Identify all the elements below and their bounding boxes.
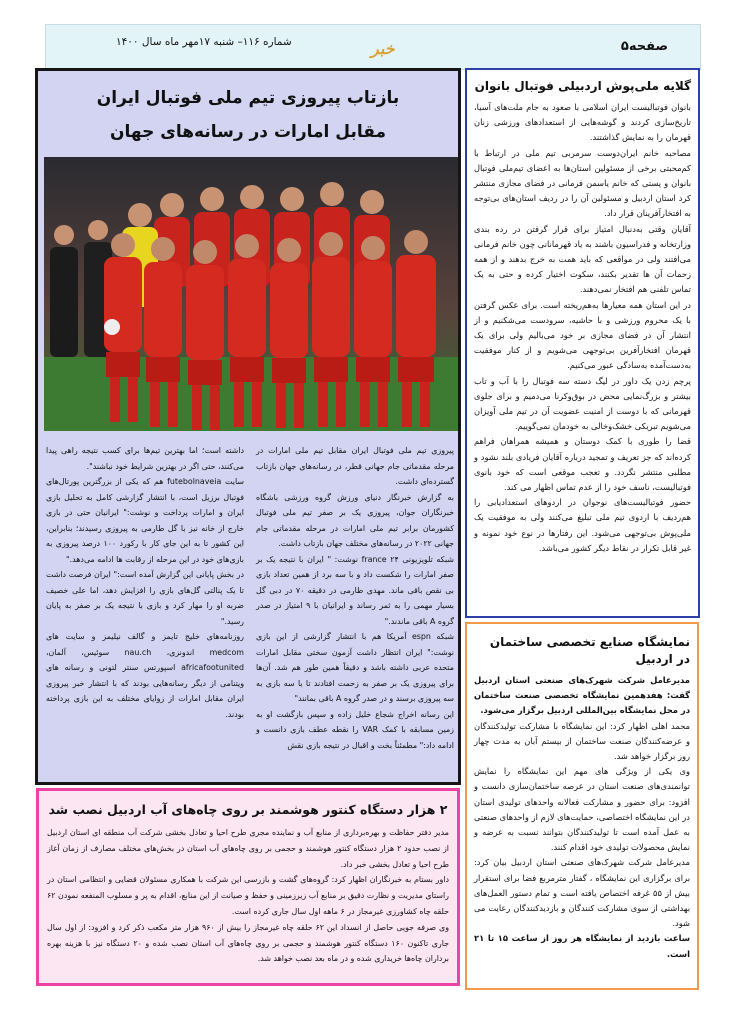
article-lead: مدیرعامل شرکت شهرک‌های صنعتی استان اردبیل گفت: هفدهمین نمایشگاه تخصصی صنعت ساختمان در محل نمایشگاه بین‌المللی اردبیل برگزار می‌شود. xyxy=(474,675,690,716)
paragraph: وی یکی از ویژگی های مهم این نمایشگاه را نمایش توانمندی‌های صنعت استان در عرصه ساختمان‌سازی دانست و افزود: برای حضور و مشارکت فعالانه واحدهای تولیدی استان در این نمایشگاه اختصاصی، حمایت‌های لازم از واحدهای صنعتی به عمل آمده است تا تولیدکنندگان بتوانند نسبت به عرضه و نمایش محصولات تولیدی خود اقدام کنند. xyxy=(474,766,690,853)
paragraph: این رسانه اخراج شجاع خلیل زاده و سپس بازگشت او به زمین مسابقه با کمک VAR را نقطه عطف بازی دانست و ادامه داد:" مطمئناً بخت و اقبال در نتیجه بازی نقش xyxy=(256,709,454,750)
text-column-right xyxy=(256,443,454,753)
paragraph: روزنامه‌های خلیج تایمز و گالف نیلیمز و سایت های medcom اندونزی، nau.ch سوئیس، آلمان، africafootunited اسپورتس سنتر لتونی و رسانه های ویتنامی از دیگر رسانه‌هایی بودند که با انتشار خبر پیروزی ایران مقابل امارات از زوایای مختلف به این بازی پرداخته بودند. xyxy=(46,632,244,719)
paragraph: سایت futebolnaveia هم که یکی از بزرگترین پورتال‌های فوتبال برزیل است، با انتشار گزارشی کامل به تحلیل بازی ایران و امارات پرداخت و نوشت:" ایرانیان حتی در بازی خارج از خانه نیز با گل طارمی به پیروزی رسیدند؛ بنابراین، این کشور تا به این جای کار با رکورد ۱۰۰ درصد پیروزی به بازی‌های خود در این مرحله از رقابت ها ادامه می‌دهد." xyxy=(46,477,245,564)
paragraph: آقایان وقتی به‌دنبال امتیاز برای قرار گرفتن در رده بندی وزارتخانه و فدراسیون باشند به یاد قهرمانانی چون خانم فرمانی می‌افتند ولی در مواقعی که باید همت به خرج بدهند و از همه زحمات آن ها تقدیر بکنند، سکوت اختیار کرده و حتی به یک تماس تلفنی هم افتخار نمی‌دهند. xyxy=(474,223,691,295)
paragraph: محمد اهلی اظهار کرد: این نمایشگاه با مشارکت تولیدکنندگان و عرضه‌کنندگان صنعت ساختمان از بیستم آبان به مدت چهار روز برگزار خواهد شد. xyxy=(474,720,690,762)
visiting-hours: ساعت بازدید از نمایشگاه هر روز از ساعت ۱۵ تا ۲۱ است. xyxy=(474,933,690,959)
paragraph: پیروزی تیم ملی فوتبال ایران مقابل تیم ملی امارات در مرحله مقدماتی جام جهانی قطر، در رسانه‌های جهان بازتاب گسترده‌ای داشت. xyxy=(256,446,454,486)
article-title: نمایشگاه صنایع تخصصی ساختمان در اردبیل xyxy=(489,635,690,666)
paragraph: مدیرعامل شرکت شهرک‌های صنعتی استان اردبیل بیان کرد: برای برگزاری این نمایشگاه ، گفتار مترمربع فضا برای استقرار بیش از ۵۵ غرفه اختصاص یافته است و تمام دستور العمل‌های بهداشتی از سوی مشارکت کنندگان و بازدیدکنندگان رعایت می شود. xyxy=(474,857,690,929)
title-line-1: بازتاب پیروزی تیم ملی فوتبال ایران xyxy=(96,88,400,108)
paragraph: داور بستام به خبرنگاران اظهار کرد: گروه‌های گشت و بازرسی این شرکت با همکاری مسئولان قضایی و انتظامی استان در راستای مدیریت و نظارت دقیق بر منابع آب زیرزمینی و حفظ و صیانت از این منابع، اقدام به پر و مسلوب المنفعه نمودن ۶۲ حلقه چاه کشاورزی غیرمجاز در ۶ ماهه اول سال جاری کرده است. xyxy=(47,875,449,916)
title-line-2: مقابل امارات در رسانه‌های جهان xyxy=(109,122,387,142)
article-main-title xyxy=(38,81,458,149)
paragraph: مصاحبه خانم ایران‌دوست سرمربی تیم ملی در ارتباط با کم‌محبتی برخی از مسئولین استان‌ها به اعضای تیم‌ملی فوتبال بانوان و پستی که خانم یاسمن فرمانی در فضای مجازی منتشر کرد استان اردبیل و مسئولین آن را در ردیف استان‌های بی‌توجه به افتخارآفرینان قرار داد. xyxy=(474,147,691,219)
paragraph: در بخش پایانی این گزارش آمده است:" ایران فرصت داشت تا یک پنالتی گل‌های بازی را افزایش دهد، اما علی خصیف ضربه او را مهار کرد و بازی با نتیجه یک بر صفر به پایان رسید." xyxy=(46,570,244,626)
paragraph: داشته است؛ اما بهترین تیم‌ها برای کسب نتیجه راهی پیدا می‌کنند، حتی اگر در بهترین شرایط خود نباشند". xyxy=(46,446,244,471)
article-women-football xyxy=(465,68,700,618)
issue-info: شماره ۱۱۶– شنبه ۱۷مهر ماه سال ۱۴۰۰ xyxy=(116,36,292,48)
magazine-logo: خبر xyxy=(371,39,395,58)
article-title: گلایه ملی‌پوش اردبیلی فوتبال بانوان xyxy=(474,79,691,93)
paragraph: وی صرفه جویی حاصل از انسداد این ۶۲ حلقه چاه غیرمجاز را بیش از ۹۶۰ هزار متر مکعب ذکر کرد و افزود: از اول سال جاری تاکنون ۱۶۰ دستگاه کنتور هوشمند و حجمی بر روی چاه‌های آب استان نصب شده و ۲۰ دستگاه نیز با هزینه بهره برداران چاه‌ها خریداری شده و در ماه بعد نصب خواهد شد. xyxy=(47,922,450,964)
paragraph: شبکه تلویزیونی france ۲۴ نوشت: ‌" ایران با نتیجه یک بر صفر امارات را شکست داد و با سه برد از همین تعداد بازی بی نقص باقی ماند. مهدی طارمی در دقیقه ۷۰ در دبی گل بسیار مهمی را به ثمر رساند و ایرانیان با ۹ امتیاز در صدر گروه A باقی ماندند." xyxy=(256,554,455,626)
paragraph: حضور فوتبالیست‌های نوجوان در اردوهای استعدادیابی را هم‌ردیف با اردوی تیم ملی تبلیغ می‌کنند ولی به موفقیت یک ملی‌پوش بی‌توجهی می‌شود. این رفتارها در نوع خود نمونه و غیر قابل تکرار در نقاط دیگر کشور می‌باشد. xyxy=(474,497,691,553)
page-header xyxy=(45,24,701,70)
paragraph: به گزارش خبرنگار دنیای ورزش گروه ورزشی باشگاه خبرنگاران جوان، پیروزی یک بر صفر تیم ملی فوتبال کشورمان برابر تیم ملی امارات در مرحله مقدماتی جام جهانی ۲۰۲۲ در رسانه‌های مختلف جهان بازتاب داشت. xyxy=(256,492,454,548)
article-water-meters xyxy=(36,788,460,986)
article-football-reflection xyxy=(35,68,461,785)
text-column-left xyxy=(46,443,244,753)
article-body xyxy=(46,443,454,753)
paragraph: مدیر دفتر حفاظت و بهره‌برداری از منابع آب و نماینده مجری طرح احیا و تعادل بخشی شرکت آب منطقه ای استان اردبیل از نصب حدود ۲ هزار دستگاه کنتور هوشمند و حجمی بر روی چاه‌های آب استان در بخش‌های مختلف مصارف از زمان آغاز طرح احیا و تعادل بخشی خبر داد. xyxy=(47,828,449,869)
team-photo xyxy=(44,157,458,431)
article-title: ۲ هزار دستگاه کنتور هوشمند بر روی چاه‌های آب اردبیل نصب شد xyxy=(48,802,448,817)
paragraph: بانوان فوتبالیست ایران اسلامی با صعود به جام ملت‌های آسیا، تاریخ‌سازی کردند و گوشه‌هایی از استعدادهای ورزشی زنان قهرمان را به نمایش گذاشتند. xyxy=(474,102,691,143)
paragraph: در این استان همه معیارها به‌هم‌ریخته است. برای عکس گرفتن با یک محروم ورزشی و با حاشیه، سرودست می‌شکنیم و از انتشار آن در فضای مجازی بر خود می‌بالیم ولی برای یک قهرمان افتخارآفرین بی‌توجهی می‌شویم و از کنار موفقیت به‌دست‌آمده به‌سادگی عبور می‌کنیم. xyxy=(474,299,691,371)
paragraph: شبکه espn آمریکا هم با انتشار گزارشی از این بازی نوشت:" ایران انتظار داشت آزمون سختی مقابل امارات متحده عربی داشته باشد و دقیقاً همین طور هم شد. آن‌ها برای پیروزی یک بر صفر به زحمت افتادند تا با سه بازی به سه پیروزی برسند و در صدر گروه A باقی بمانند" xyxy=(256,632,455,703)
paragraph: پرچم زدن یک داور در لیگ دسته سه فوتبال را با آب و تاب بیشتر و بزرگ‌نمایی محض در بوق‌وکرنا می‌دمیم و برای جلوی قهرمانی که با دوست از امنیت عضویت آن در تیم ملی آویزان می‌شویم تبریکی خشک‌وخالی به خودمان نمی‌گوییم. xyxy=(474,375,691,432)
article-building-exhibition xyxy=(465,622,699,990)
team-photo-illustration xyxy=(44,157,458,431)
paragraph: قضا را طوری با کمک دوستان و همیشه همراهان فراهم کرده‌اند که جز تعریف و تمجید درباره آقایان فریادی بلند نشود و مطلبی منتشر نگردد. و تعجب موقعی است که خود بانوی فوتبالیست، ناسف خود را از عدم تماس اظهار می کند. xyxy=(474,436,691,493)
page-number: صفحه۵ xyxy=(620,39,668,54)
